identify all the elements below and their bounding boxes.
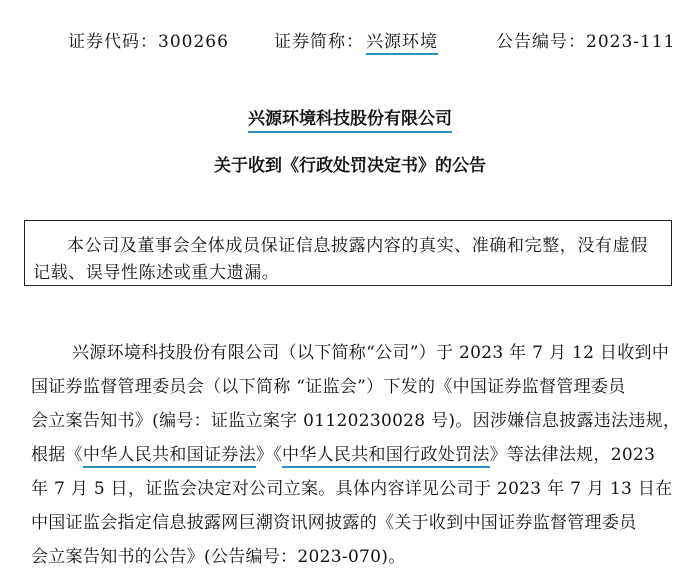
- stock-short-name-link[interactable]: 兴源环境: [366, 27, 438, 55]
- statement-line-2: 记载、误导性陈述或重大遗漏。: [33, 263, 280, 283]
- stock-short-name-label: 证券简称：: [274, 32, 364, 52]
- announcement-title: 关于收到《行政处罚决定书》的公告: [214, 156, 486, 176]
- company-title: [0, 104, 700, 129]
- body-line-4-suffix: 》等法律法规，2023: [489, 445, 656, 465]
- body-line-6: 中国证监会指定信息披露网巨潮资讯网披露的《关于收到中国证券监督管理委员: [31, 513, 637, 533]
- notice-number: 公告编号：2023-111: [496, 32, 676, 52]
- body-line-3: 会立案告知书》(编号：证监立案字 01120230028 号)。因涉嫌信息披露违法违规，: [31, 411, 681, 431]
- statement-line-1: 本公司及董事会全体成员保证信息披露内容的真实、准确和完整，没有虚假: [67, 236, 648, 256]
- body-line-4-prefix: 根据《: [31, 445, 83, 465]
- body-line-1: 兴源环境科技股份有限公司（以下简称“公司”）于 2023 年 7 月 12 日收到中: [72, 343, 670, 363]
- body-line-2: 国证券监督管理委员会（以下简称 “证监会”）下发的《中国证券监督管理委员: [31, 377, 626, 397]
- administrative-penalty-law-link[interactable]: 中华人民共和国行政处罚法: [282, 445, 490, 468]
- stock-code: 证券代码：300266: [68, 32, 229, 52]
- company-title-link[interactable]: 兴源环境科技股份有限公司: [248, 109, 452, 133]
- body-line-7: 会立案告知书的公告》(公告编号：2023-070)。: [31, 547, 406, 567]
- body-line-4-sep: 》《: [255, 445, 283, 465]
- body-line-5: 年 7 月 5 日，证监会决定对公司立案。具体内容详见公司于 2023 年 7 月 13 日在: [31, 479, 673, 499]
- statement-box: [24, 220, 672, 286]
- securities-law-link[interactable]: 中华人民共和国证券法: [83, 445, 256, 468]
- body-line-4: [31, 440, 655, 465]
